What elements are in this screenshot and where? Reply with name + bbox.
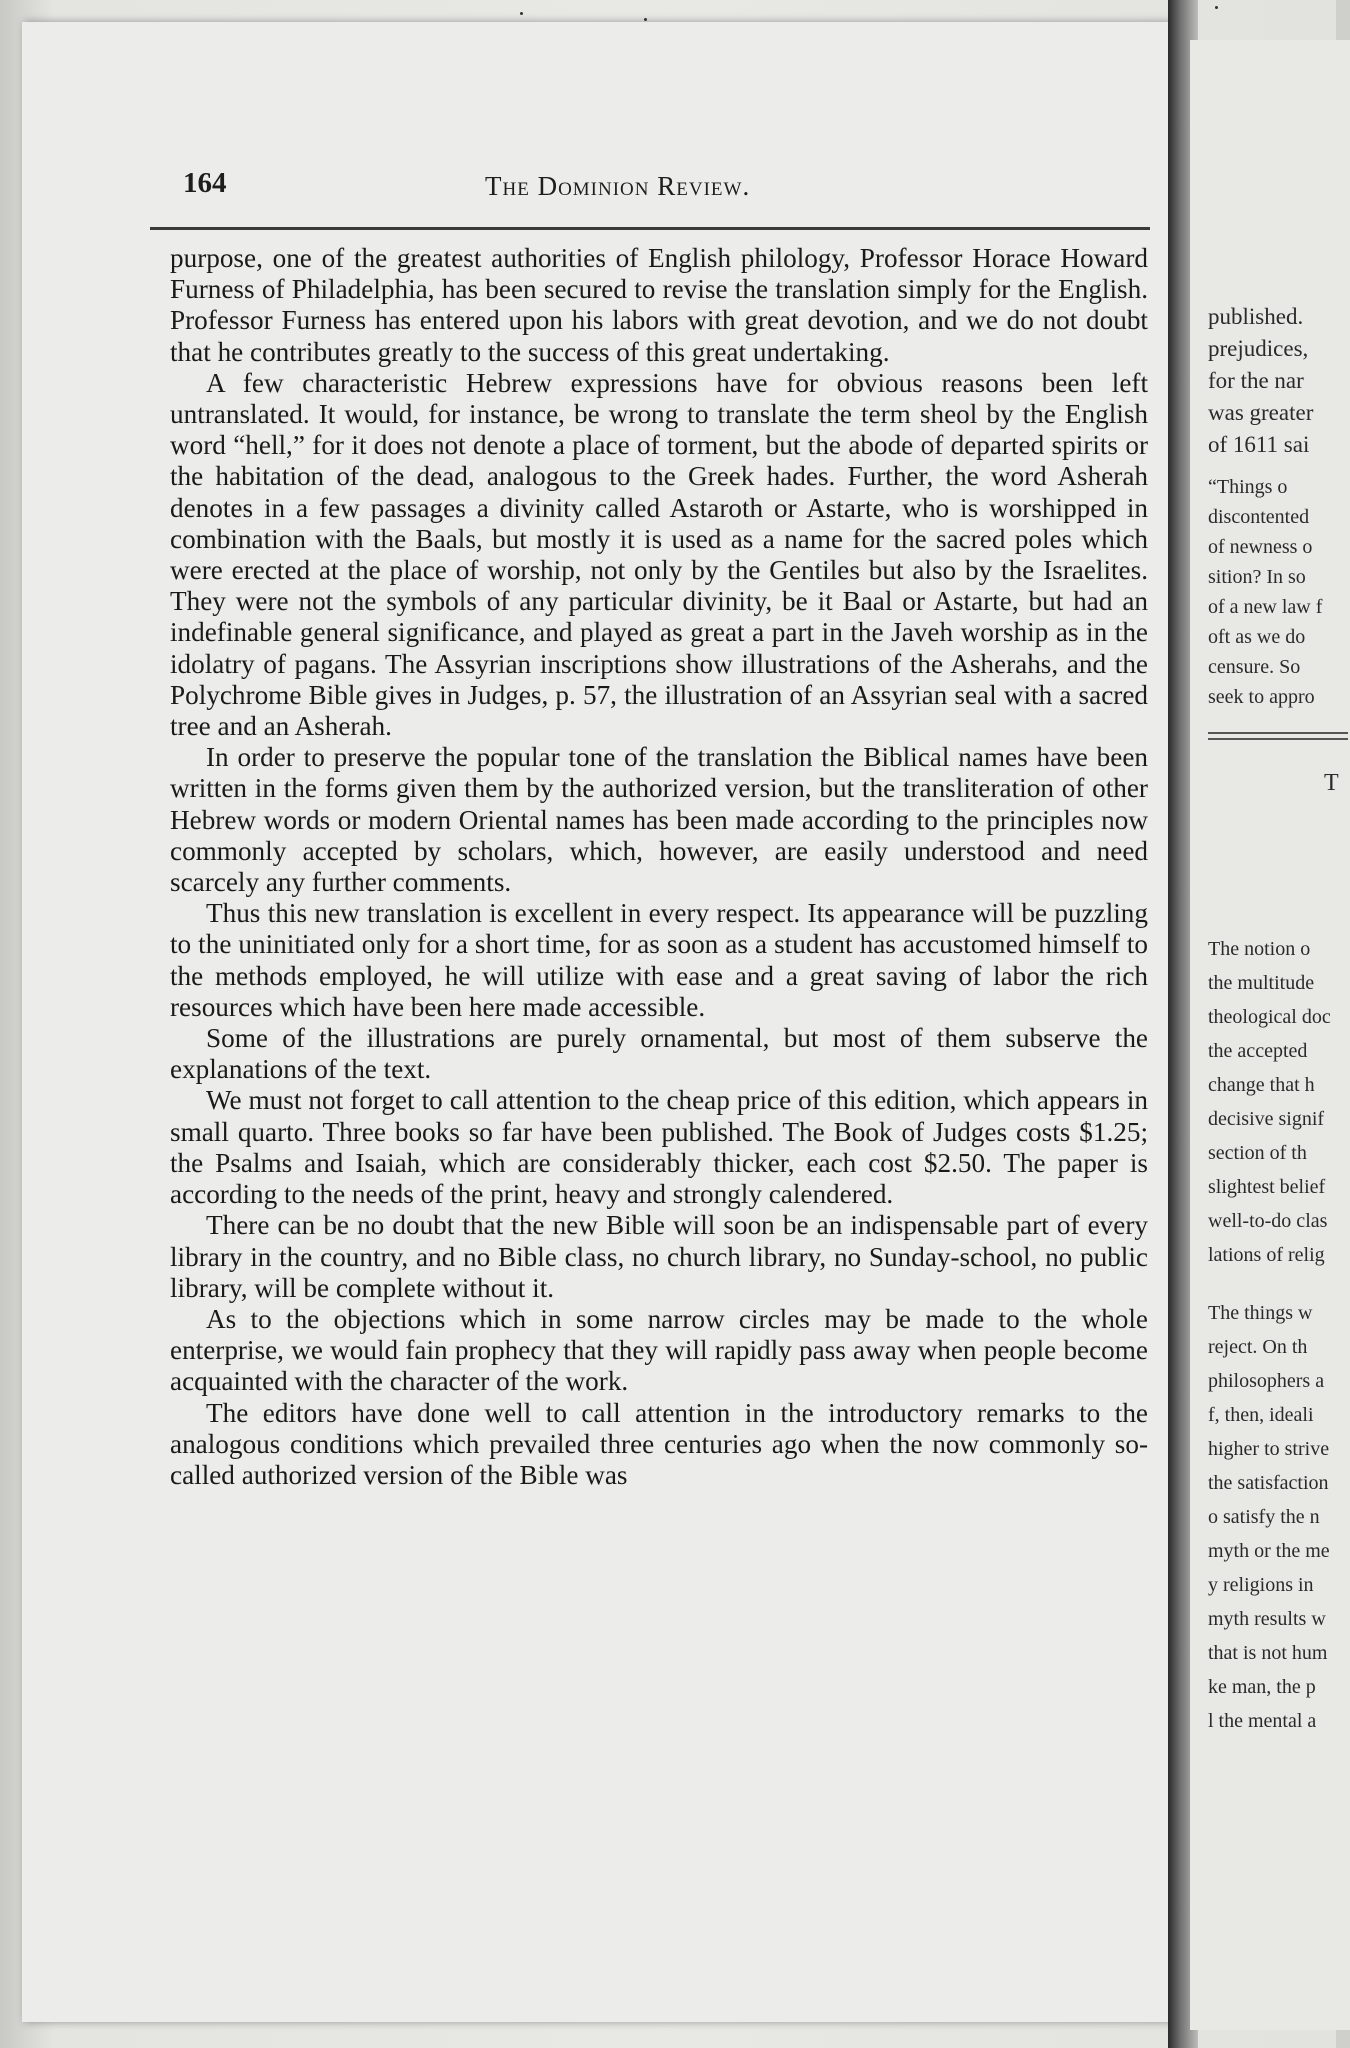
paragraph-4: Thus this new translation is excellent in every respect. Its appearance will be puzzling to the uninitiated only for a short time, for as soon as a student has accustomed himself to the methods employed, he will utilize with ease and a great saving of labor the rich resources which have been here made accessible. (170, 898, 1148, 1022)
running-head: The Dominion Review. (485, 171, 751, 201)
article-body (170, 243, 1148, 1491)
section-rule (1208, 738, 1348, 740)
right-fragment: of a new law f (1208, 596, 1323, 618)
right-fragment: decisive signif (1208, 1108, 1325, 1130)
right-fragment: myth results w (1208, 1608, 1326, 1630)
right-fragment: change that h (1208, 1074, 1315, 1096)
section-rule (1208, 732, 1348, 734)
right-fragment: was greater (1208, 400, 1314, 425)
right-fragment: section of th (1208, 1142, 1307, 1164)
paragraph-9: The editors have done well to call attention in the introductory remarks to the analogous conditions which prevailed three centuries ago when the now commonly so-called authorized version of the Bible was (170, 1397, 1148, 1490)
right-fragment: The notion o (1208, 938, 1311, 960)
right-fragment: discontented (1208, 506, 1310, 528)
right-fragment: slightest belief (1208, 1176, 1326, 1198)
right-fragment: The things w (1208, 1302, 1313, 1324)
right-fragment: for the nar (1208, 368, 1304, 393)
right-fragment: of newness o (1208, 536, 1313, 558)
right-fragment: the multitude (1208, 972, 1315, 994)
right-fragment: the accepted (1208, 1040, 1308, 1062)
right-fragment: myth or the me (1208, 1540, 1330, 1562)
right-fragment: ke man, the p (1208, 1676, 1316, 1698)
header-rule (150, 227, 1150, 230)
right-fragment: higher to strive (1208, 1438, 1330, 1460)
paragraph-3: In order to preserve the popular tone of the translation the Biblical names have been written in the forms given them by the authorized version, but the transliteration of other Hebrew words or modern Oriental names has been made according to the principles now commonly accepted by scholars, which, however, are easily understood and need scarcely any further comments. (170, 742, 1148, 898)
right-fragment: oft as we do (1208, 626, 1306, 648)
right-fragment: well-to-do clas (1208, 1210, 1328, 1232)
right-fragment: the satisfaction (1208, 1472, 1329, 1494)
paragraph-7: There can be no doubt that the new Bible will soon be an indispensable part of every library in the country, and no Bible class, no church library, no Sunday-school, no public library, will be complete without it. (170, 1210, 1148, 1303)
page-number: 164 (183, 167, 227, 199)
right-page-edge (1190, 40, 1350, 2030)
right-fragment: l the mental a (1208, 1710, 1317, 1732)
page-header (155, 155, 1155, 205)
right-fragment: f, then, ideali (1208, 1404, 1314, 1426)
right-fragment: seek to appro (1208, 686, 1315, 708)
paragraph-2: A few characteristic Hebrew expressions have for obvious reasons been left untranslated. It would, for instance, be wrong to translate the term sheol by the English word “hell,” for it does not denote a place of torment, but the abode of departed spirits or the habitation of the dead, analogous to the Greek hades. Further, the word Asherah denotes in a few passages a divinity called Astaroth or Astarte, who is worshipped in combination with the Baals, but mostly it is used as a name for the sacred poles which were erected at the place of worship, not only by the Gentiles but also by the Israelites. They were not the symbols of any particular divinity, be it Baal or Astarte, but had an indefinable general significance, and played as great a part in the Javeh worship as in the idolatry of pagans. The Assyrian inscriptions show illustrations of the Asherahs, and the Polychrome Bible gives in Judges, p. 57, the illustration of an Assyrian seal with a sacred tree and an Asherah. (170, 367, 1148, 742)
right-fragment: censure. So (1208, 656, 1301, 678)
right-fragment: “Things o (1208, 476, 1288, 498)
right-fragment: of 1611 sai (1208, 432, 1310, 457)
right-fragment: theological doc (1208, 1006, 1331, 1028)
paragraph-8: As to the objections which in some narrow circles may be made to the whole enterprise, we would fain prophecy that they will rapidly pass away when people become acquainted with the character of the work. (170, 1303, 1148, 1397)
right-fragment: o satisfy the n (1208, 1506, 1320, 1528)
right-fragment: sition? In so (1208, 566, 1306, 588)
paragraph-1: purpose, one of the greatest authorities of English philology, Professor Horace Howard Furness of Philadelphia, has been secured to revise the translation simply for the English. Professor Furness has entered upon his labors with great devotion, and we do not doubt that he contributes greatly to the success of this great undertaking. (170, 243, 1148, 367)
right-fragment: published. (1208, 304, 1304, 329)
right-fragment: lations of relig (1208, 1244, 1325, 1266)
right-fragment: prejudices, (1208, 336, 1309, 361)
right-fragment: reject. On th (1208, 1336, 1308, 1358)
scan-speck (520, 12, 523, 15)
paragraph-6: We must not forget to call attention to the cheap price of this edition, which appears in small quarto. Three books so far have been published. The Book of Judges costs $1.25; the Psalms and Isaiah, which are considerably thicker, each cost $2.50. The paper is according to the needs of the print, heavy and strongly calendered. (170, 1085, 1148, 1210)
right-fragment: T (1324, 770, 1339, 796)
right-fragment: y religions in (1208, 1574, 1314, 1596)
right-fragment: that is not hum (1208, 1642, 1328, 1664)
scan-speck (644, 18, 647, 21)
paragraph-5: Some of the illustrations are purely ornamental, but most of them subserve the explanations of the text. (170, 1023, 1148, 1085)
right-fragment: philosophers a (1208, 1370, 1325, 1392)
scan-speck (1215, 6, 1218, 9)
